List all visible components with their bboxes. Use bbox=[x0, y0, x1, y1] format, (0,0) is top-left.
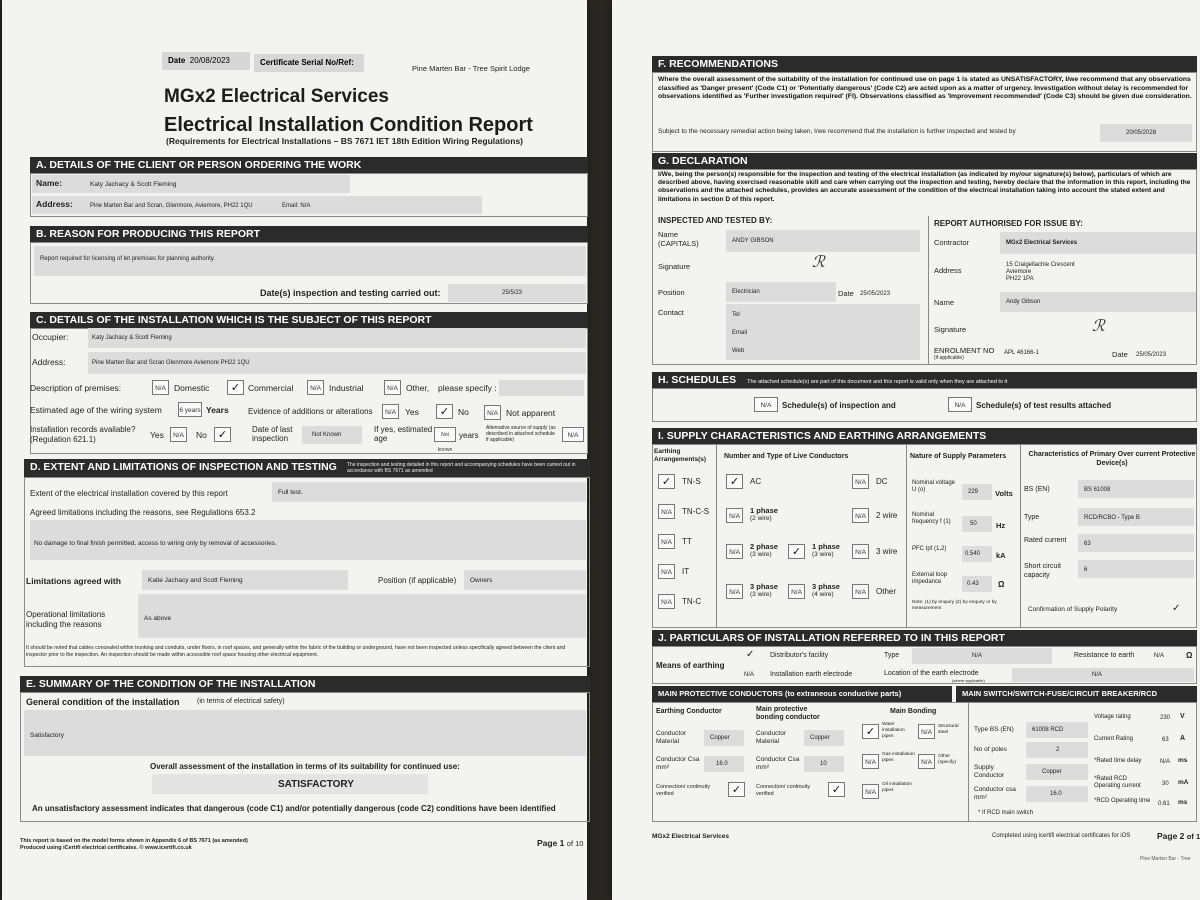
poles-value: 2 bbox=[1056, 747, 1060, 753]
section-a-header: A. DETAILS OF THE CLIENT OR PERSON ORDERING THE WORK bbox=[30, 157, 588, 173]
tns-label: TN-S bbox=[682, 477, 701, 486]
overall-assessment-value: SATISFACTORY bbox=[278, 779, 354, 790]
company-name: MGx2 Electrical Services bbox=[164, 86, 389, 107]
client-email: Email: N/A bbox=[282, 203, 311, 209]
page-number-1 bbox=[537, 838, 583, 848]
it-checkbox[interactable]: N/A bbox=[658, 564, 675, 579]
rcd-time-unit: ms bbox=[1178, 799, 1188, 806]
water-label: Water installation pipes bbox=[882, 722, 905, 739]
voltage-rating-value: 230 bbox=[1160, 715, 1171, 721]
industrial-label: Industrial bbox=[329, 383, 364, 393]
col-divider-1 bbox=[716, 444, 717, 628]
footer-produced-note: Produced using iCertifi electrical certificates. © www.icertifi.co.uk bbox=[20, 845, 192, 851]
estimated-age-value[interactable]: Not known bbox=[434, 427, 456, 442]
three-phase-sub: (3 wire) bbox=[750, 591, 772, 598]
gas-label: Gas installation pipes bbox=[882, 752, 915, 763]
general-condition-label: General condition of the installation bbox=[26, 697, 180, 707]
current-rating-unit: A bbox=[1180, 735, 1186, 742]
location-value: N/A bbox=[1092, 672, 1103, 678]
nominal-voltage-value: 229 bbox=[968, 489, 979, 495]
rated-current-field bbox=[1078, 534, 1194, 552]
premises-label: Description of premises: bbox=[30, 383, 122, 393]
distributor-label: Distributor's facility bbox=[770, 652, 829, 659]
footer-company: MGx2 Electrical Services bbox=[652, 833, 729, 840]
short-circuit-label: Short circuit capacity bbox=[1024, 563, 1061, 579]
page-number-2 bbox=[1157, 831, 1200, 841]
overall-assessment-label: Overall assessment of the installation in terms of its suitability for continued use: bbox=[150, 762, 460, 771]
two-wire-label: 2 wire bbox=[876, 511, 898, 520]
test-results-checkbox[interactable]: N/A bbox=[948, 397, 972, 412]
one-phase-3w-label: 1 phase bbox=[812, 542, 840, 551]
col-divider-3 bbox=[1020, 444, 1021, 628]
extent-label: Extent of the electrical installation covered by this report bbox=[30, 489, 228, 498]
other-bonding-label: Other (specify) bbox=[938, 754, 957, 765]
resistance-ohm: Ω bbox=[1186, 651, 1193, 660]
authorised-by-title: REPORT AUTHORISED FOR ISSUE BY: bbox=[934, 219, 1083, 228]
two-phase-label: 2 phase bbox=[750, 542, 778, 551]
alt-source-label: Alternative source of supply (as described in attached schedule if applicable) bbox=[486, 425, 556, 443]
electrode-type-label: Type bbox=[884, 652, 900, 659]
other-supply-checkbox[interactable]: N/A bbox=[852, 584, 869, 599]
records-yes-label: Yes bbox=[150, 430, 164, 440]
electrode-type-value: N/A bbox=[972, 653, 983, 659]
enrolment-value: APL 46166-1 bbox=[1004, 350, 1039, 356]
contractor-label: Contractor bbox=[934, 238, 970, 247]
short-circuit-value: 6 bbox=[1084, 567, 1088, 573]
oil-label: Oil installation pipes bbox=[882, 782, 912, 793]
recommendations-subject: Subject to the necessary remedial action being taken, I/we recommend that the installation is further inspected and tested by bbox=[658, 128, 1016, 135]
other-bonding-checkbox[interactable]: N/A bbox=[918, 754, 935, 769]
ka-unit: kA bbox=[996, 551, 1006, 560]
client-name-label: Name: bbox=[36, 178, 62, 188]
estimated-age-years: years bbox=[459, 431, 479, 440]
supply-conductor-value: Copper bbox=[1042, 769, 1062, 775]
rcd-time-label: *RCD Operating time bbox=[1094, 798, 1151, 804]
section-d-note: The inspection and testing detailed in this report and accompanying schedules have been carried out in accordance with BS 7671 as amended bbox=[347, 462, 576, 474]
pfc-label: PFC Ipf (1,2) bbox=[912, 546, 947, 552]
regulation-label: (Regulation 621.1) bbox=[30, 435, 96, 444]
general-condition-field bbox=[24, 710, 586, 756]
evidence-label: Evidence of additions or alterations bbox=[248, 407, 373, 416]
section-i-header: I. SUPPLY CHARACTERISTICS AND EARTHING ARRANGEMENTS bbox=[652, 428, 1197, 444]
installation-address-label: Address: bbox=[32, 357, 66, 367]
bond-connection-checkbox[interactable]: ✓ bbox=[828, 782, 845, 797]
corner-note: Pine Marten Bar - Tree bbox=[1140, 856, 1191, 862]
means-of-earthing-label: Means of earthing bbox=[656, 661, 725, 670]
water-checkbox[interactable]: ✓ bbox=[862, 724, 879, 739]
rated-current-label: Rated current bbox=[1024, 537, 1067, 544]
inspector-position-label: Position bbox=[658, 288, 685, 297]
commercial-label: Commercial bbox=[248, 383, 294, 393]
volts-unit: Volts bbox=[995, 489, 1013, 498]
bond-connection-label: Connection/ continuity verified bbox=[756, 784, 811, 797]
device-type-label: Type bbox=[1024, 514, 1040, 521]
page-label-1: Page 1 bbox=[537, 838, 565, 848]
reason-value: Report required for licensing of let premises for planning authority. bbox=[40, 256, 215, 262]
mpc-header: MAIN PROTECTIVE CONDUCTORS (to extraneous conductive parts) bbox=[652, 686, 952, 702]
test-results-label: Schedule(s) of test results attached bbox=[976, 401, 1112, 410]
bond-csa-value: 10 bbox=[820, 761, 827, 767]
electrode-na[interactable]: N/A bbox=[744, 672, 755, 678]
location-sub: (where applicable) bbox=[952, 678, 985, 683]
inspector-date-value: 25/05/2023 bbox=[860, 291, 891, 297]
contact-tel: Tel bbox=[732, 312, 740, 318]
report-page-2 bbox=[612, 0, 1200, 900]
date-label: Date bbox=[168, 56, 186, 65]
rcd-main-switch-note: * If RCD main switch bbox=[978, 810, 1034, 816]
auth-name-label: Name bbox=[934, 298, 955, 307]
tnc-checkbox[interactable]: N/A bbox=[658, 594, 675, 609]
earth-material-value: Copper bbox=[710, 735, 730, 741]
serial-value: Pine Marten Bar - Tree Spirit Lodge bbox=[412, 64, 530, 73]
section-e-header: E. SUMMARY OF THE CONDITION OF THE INSTALLATION bbox=[20, 676, 590, 692]
evidence-no-label: No bbox=[458, 407, 469, 417]
unsatisfactory-note: An unsatisfactory assessment indicates that dangerous (code C1) and/or potentially dangerous (code C2) conditions have been identified bbox=[32, 804, 556, 813]
bond-material-label: Conductor Material bbox=[756, 730, 786, 745]
resistance-value: N/A bbox=[1154, 653, 1165, 659]
last-inspection-value: Not Known bbox=[312, 432, 342, 438]
dates-label: Date(s) inspection and testing carried out: bbox=[260, 288, 441, 298]
declaration-text: I/We, being the person(s) responsible for the inspection and testing of the electrical installation (as indicated by my/our signature(s) below), particulars of which are described above, having exercised reasonable skill and care when carrying out the inspection and testing, hereby declare that the information in this report, including the observations and the attached schedules, provides an accurate assessment of the condition of the electrical installation taking into account the stated extent and limitations in section D of this report. bbox=[658, 171, 1191, 203]
contact-email: Email bbox=[732, 330, 748, 336]
operational-field bbox=[138, 594, 586, 638]
electrode-label: Installation earth electrode bbox=[770, 671, 853, 678]
structural-label: Structural steel bbox=[938, 724, 959, 735]
one-phase-label: 1 phase bbox=[750, 506, 778, 515]
three-phase-4w-label: 3 phase bbox=[812, 582, 840, 591]
supply-note: Note: (1) by enquiry (2) by enquiry or by measurement bbox=[912, 600, 997, 611]
three-phase-4w-sub: (4 wire) bbox=[812, 591, 834, 598]
tncs-checkbox[interactable]: N/A bbox=[658, 504, 675, 519]
ac-checkbox[interactable]: ✓ bbox=[726, 474, 743, 489]
it-label: IT bbox=[682, 567, 690, 576]
operational-label-2: including the reasons bbox=[26, 620, 102, 629]
bond-csa-label: Conductor Csa mm² bbox=[756, 756, 800, 771]
inspected-by-title: INSPECTED AND TESTED BY: bbox=[658, 216, 773, 225]
records-label: Installation records available? bbox=[30, 425, 136, 434]
agreed-limitations-label: Agreed limitations including the reasons, see Regulations 653.2 bbox=[30, 508, 256, 517]
agreed-with-value: Katie Jachacy and Scott Fleming bbox=[148, 577, 243, 584]
auth-signature-label: Signature bbox=[934, 325, 967, 334]
general-condition-value: Satisfactory bbox=[30, 732, 64, 739]
bond-material-value: Copper bbox=[810, 735, 830, 741]
agreed-limitations-value: No damage to final finish permitted, access to wiring only by removal of accessories. bbox=[34, 540, 277, 547]
other-checkbox[interactable]: N/A bbox=[384, 380, 401, 395]
industrial-checkbox[interactable]: N/A bbox=[307, 380, 324, 395]
records-yes-checkbox[interactable]: N/A bbox=[170, 427, 187, 442]
poles-label: No of poles bbox=[974, 746, 1007, 753]
type-bs-value: 61008 RCD bbox=[1032, 727, 1064, 733]
two-wire-sub: (2 wire) bbox=[750, 515, 772, 522]
conductors-header: Number and Type of Live Conductors bbox=[724, 453, 849, 460]
section-h-title: H. SCHEDULES bbox=[658, 374, 737, 386]
polarity-label: Confirmation of Supply Polarity bbox=[1028, 606, 1118, 613]
contractor-address-1: 15 Craigellachie Crescent bbox=[1006, 262, 1075, 268]
hz-unit: Hz bbox=[996, 521, 1006, 530]
client-name-row bbox=[32, 175, 350, 193]
occupier-label: Occupier: bbox=[32, 332, 69, 342]
auth-date-label: Date bbox=[1112, 350, 1128, 359]
section-h-note: The attached schedule(s) are part of this document and this report is valid only when they are attached to it bbox=[747, 379, 1008, 385]
cond-csa-label: Conductor csa mm² bbox=[974, 786, 1016, 801]
polarity-tick[interactable]: ✓ bbox=[1172, 603, 1181, 614]
voltage-rating-label: Voltage rating bbox=[1094, 714, 1131, 720]
protective-header: Characteristics of Primary Over current Protective Device(s) bbox=[1028, 451, 1196, 467]
nominal-voltage-label: Nominal voltage U (o) bbox=[912, 480, 956, 493]
occupier-value: Katy Jachacy & Scott Fleming bbox=[92, 335, 172, 341]
nature-header: Nature of Supply Parameters bbox=[910, 453, 1007, 460]
location-field bbox=[1012, 668, 1194, 682]
extent-value: Full test. bbox=[278, 489, 303, 496]
position-value: Owners bbox=[470, 577, 493, 584]
footer-completed: Completed using icertifi electrical certificates for iOS bbox=[992, 833, 1131, 839]
operational-label-1: Operational limitations bbox=[26, 610, 106, 619]
section-c-header: C. DETAILS OF THE INSTALLATION WHICH IS THE SUBJECT OF THIS REPORT bbox=[30, 312, 588, 328]
earth-connection-label: Connection/ continuity verified bbox=[656, 784, 711, 797]
section-g-header: G. DECLARATION bbox=[652, 153, 1197, 169]
inspection-schedule-label: Schedule(s) of inspection and bbox=[782, 401, 896, 410]
client-address-value: Pine Marten Bar and Scran, Glenmore, Aviemore, PH22 1QU bbox=[90, 203, 253, 209]
contractor-address-3: PH22 1PA bbox=[1006, 276, 1034, 282]
structural-checkbox[interactable]: N/A bbox=[918, 724, 935, 739]
contact-label: Contact bbox=[658, 308, 684, 317]
time-delay-value: N/A bbox=[1160, 759, 1171, 765]
auth-signature: ℛ bbox=[1092, 316, 1105, 335]
section-b-header: B. REASON FOR PRODUCING THIS REPORT bbox=[30, 226, 588, 242]
one-phase-3w-sub: (3 wire) bbox=[812, 551, 834, 558]
time-delay-label: *Rated time delay bbox=[1094, 758, 1142, 764]
footer-model-note: This report is based on the model forms shown in Appendix 6 of BS 7671 (as amended) bbox=[20, 838, 248, 844]
wiring-age-label: Estimated age of the wiring system bbox=[30, 405, 162, 415]
client-name-value: Katy Jachacy & Scott Fleming bbox=[90, 181, 177, 188]
contact-field bbox=[726, 304, 920, 360]
section-d-title: D. EXTENT AND LIMITATIONS OF INSPECTION AND TESTING bbox=[30, 461, 337, 473]
rcd-current-value: 30 bbox=[1162, 781, 1169, 787]
current-rating-label: Current Rating bbox=[1094, 736, 1134, 742]
enrolment-label: ENROLMENT NO bbox=[934, 346, 995, 355]
wiring-age-years: Years bbox=[206, 405, 229, 415]
records-no-checkbox[interactable]: ✓ bbox=[214, 427, 231, 442]
other-label: Other, bbox=[406, 383, 430, 393]
inspection-schedule-checkbox[interactable]: N/A bbox=[754, 397, 778, 412]
enrolment-sub: (if applicable) bbox=[934, 355, 964, 361]
three-phase-3w-checkbox[interactable]: N/A bbox=[726, 584, 743, 599]
general-condition-sub: (in terms of electrical safety) bbox=[197, 698, 285, 705]
date-cell bbox=[162, 52, 250, 70]
three-phase-4w-checkbox[interactable]: N/A bbox=[788, 584, 805, 599]
ext-loop-value: 0.43 bbox=[967, 581, 979, 587]
section-f-header: F. RECOMMENDATIONS bbox=[652, 56, 1197, 72]
report-title: Electrical Installation Condition Report bbox=[164, 114, 533, 136]
rated-current-value: 63 bbox=[1084, 541, 1091, 547]
short-circuit-field bbox=[1078, 560, 1194, 578]
main-switch-header: MAIN SWITCH/SWITCH-FUSE/CIRCUIT BREAKER/RCD bbox=[956, 686, 1197, 702]
domestic-label: Domestic bbox=[174, 383, 210, 393]
installation-address-value: Pine Marten Bar and Scran Glenmore Aviemore PH22 1QU bbox=[92, 360, 250, 366]
bs-en-label: BS (EN) bbox=[1024, 486, 1050, 493]
contractor-address-2: Aviemore bbox=[1006, 269, 1032, 275]
nominal-freq-label: Nominal frequency f (1) bbox=[912, 512, 951, 525]
section-j-header: J. PARTICULARS OF INSTALLATION REFERRED TO IN THIS REPORT bbox=[652, 630, 1197, 646]
earth-connection-checkbox[interactable]: ✓ bbox=[728, 782, 745, 797]
tncs-label: TN-C-S bbox=[682, 507, 710, 516]
earth-material-label: Conductor Material bbox=[656, 730, 686, 745]
three-phase-label: 3 phase bbox=[750, 582, 778, 591]
client-address-label: Address: bbox=[36, 199, 73, 209]
earth-csa-label: Conductor Csa mm² bbox=[656, 756, 700, 771]
declaration-divider bbox=[928, 216, 929, 364]
inspector-name-value: ANDY GIBSON bbox=[732, 238, 774, 244]
tt-checkbox[interactable]: N/A bbox=[658, 534, 675, 549]
nominal-freq-field bbox=[962, 516, 992, 532]
nominal-freq-value: 50 bbox=[970, 521, 977, 527]
distributor-tick[interactable]: ✓ bbox=[746, 649, 755, 660]
dc-label: DC bbox=[876, 477, 888, 486]
records-no-label: No bbox=[196, 430, 207, 440]
auth-date-value: 25/05/2023 bbox=[1136, 352, 1167, 358]
ohm-unit: Ω bbox=[998, 580, 1005, 589]
operational-value: As above bbox=[144, 615, 172, 622]
rcd-time-value: 0.61 bbox=[1158, 801, 1170, 807]
page-of-1: of 10 bbox=[566, 839, 584, 848]
inspector-position-value: Electrician bbox=[732, 289, 760, 295]
other-supply-label: Other bbox=[876, 587, 897, 596]
section-d-footnote: It should be noted that cables concealed within trunking and conduits, under floors, in roof spaces, and generally within the fabric of the building or underground, have not been inspected unless specifically agreed between the client and inspector prior to the inspection. An inspection should be made within accessible roof space housing other electrical equipment. bbox=[26, 645, 566, 658]
two-phase-checkbox[interactable]: N/A bbox=[726, 544, 743, 559]
evidence-yes-label: Yes bbox=[405, 407, 419, 417]
extent-field bbox=[272, 482, 586, 502]
dates-value: 25/5/23 bbox=[502, 290, 523, 296]
ext-loop-label: External loop impedance bbox=[912, 572, 948, 585]
inspector-date-label: Date bbox=[838, 289, 854, 298]
tnc-label: TN-C bbox=[682, 597, 702, 606]
device-type-value: RCD/RCBO - Type B bbox=[1084, 515, 1140, 521]
col-divider-2 bbox=[906, 444, 907, 628]
position-label: Position (if applicable) bbox=[378, 576, 457, 585]
agreed-with-label: Limitations agreed with bbox=[26, 576, 121, 586]
main-switch-divider bbox=[968, 702, 969, 822]
wiring-age-value[interactable]: 6 years bbox=[178, 402, 202, 417]
tt-label: TT bbox=[682, 537, 692, 546]
serial-label: Certificate Serial No/Ref: bbox=[254, 54, 364, 72]
page-label-2: Page 2 bbox=[1157, 831, 1185, 841]
inspector-name-label: Name (CAPITALS) bbox=[658, 230, 699, 248]
ac-label: AC bbox=[750, 477, 762, 486]
commercial-checkbox[interactable]: ✓ bbox=[227, 380, 244, 395]
earthing-header: Earthing Arrangements(s) bbox=[654, 448, 707, 463]
please-specify-field[interactable] bbox=[499, 380, 584, 396]
current-rating-value: 63 bbox=[1162, 737, 1169, 743]
section-h-box bbox=[652, 388, 1197, 422]
page-of-2: of 1 bbox=[1186, 832, 1200, 841]
not-apparent-label: Not apparent bbox=[506, 408, 556, 418]
section-h-header bbox=[652, 372, 1197, 388]
earthing-conductor-header: Earthing Conductor bbox=[656, 708, 722, 715]
inspector-signature-label: Signature bbox=[658, 262, 691, 271]
report-subtitle: (Requirements for Electrical Installations – BS 7671 IET 18th Edition Wiring Regulations) bbox=[166, 136, 523, 146]
rcd-current-label: *Rated RCD Operating current bbox=[1094, 776, 1141, 789]
retest-date-value: 20/05/2028 bbox=[1126, 130, 1157, 136]
contractor-value: MGx2 Electrical Services bbox=[1006, 240, 1078, 246]
report-page-1 bbox=[2, 0, 587, 900]
pfc-value: 0.540 bbox=[965, 551, 981, 557]
please-specify-label: please specify : bbox=[438, 383, 497, 393]
main-bonding-header: Main Bonding bbox=[890, 708, 937, 715]
bonding-conductor-header: Main protective bonding conductor bbox=[756, 706, 820, 721]
resistance-label: Resistance to earth bbox=[1074, 652, 1135, 659]
time-delay-unit: ms bbox=[1178, 757, 1188, 764]
alt-source-checkbox[interactable]: N/A bbox=[562, 427, 584, 442]
rcd-current-unit: mA bbox=[1178, 779, 1189, 786]
location-label: Location of the earth electrode bbox=[884, 670, 979, 677]
earth-csa-value: 16.0 bbox=[716, 761, 728, 767]
last-inspection-label: Date of last inspection bbox=[252, 425, 293, 443]
evidence-yes-checkbox[interactable]: N/A bbox=[382, 404, 399, 419]
date-value: 20/08/2023 bbox=[189, 56, 230, 65]
one-phase-3w-checkbox[interactable]: ✓ bbox=[788, 544, 805, 559]
evidence-no-checkbox[interactable]: ✓ bbox=[436, 404, 453, 419]
two-phase-sub: (3 wire) bbox=[750, 551, 772, 558]
tns-checkbox[interactable]: ✓ bbox=[658, 474, 675, 489]
not-apparent-checkbox[interactable]: N/A bbox=[484, 405, 501, 420]
type-bs-label: Type BS (EN) bbox=[974, 726, 1014, 733]
two-wire-checkbox[interactable]: N/A bbox=[852, 508, 869, 523]
inspector-signature: ℛ bbox=[812, 252, 825, 271]
three-wire-label: 3 wire bbox=[876, 547, 898, 556]
three-wire-checkbox[interactable]: N/A bbox=[852, 544, 869, 559]
cond-csa-value: 16.0 bbox=[1050, 791, 1062, 797]
bs-en-value: BS 61008 bbox=[1084, 487, 1111, 493]
contact-web: Web bbox=[732, 348, 745, 354]
auth-name-value: Andy Gibson bbox=[1006, 299, 1041, 305]
supply-conductor-label: Supply Conductor bbox=[974, 764, 1004, 779]
recommendations-text: Where the overall assessment of the suitability of the installation for continued use on page 1 is stated as UNSATISFACTORY, I/we recommend that any observations classified as 'Danger present' (Code C1) or 'Potentially dangerous' (Code C2) are acted upon as a matter of urgency. Investigation without delay is recommended for observations identified as 'Further investigation required' (FI). Observations classified as 'Improvement recommended' (Code C3) should be given due consideration. bbox=[658, 76, 1192, 100]
oil-checkbox[interactable]: N/A bbox=[862, 784, 879, 799]
voltage-rating-unit: V bbox=[1180, 713, 1185, 720]
gas-checkbox[interactable]: N/A bbox=[862, 754, 879, 769]
if-yes-label: If yes, estimated age bbox=[374, 425, 433, 443]
contractor-address-label: Address bbox=[934, 266, 962, 275]
domestic-checkbox[interactable]: N/A bbox=[152, 380, 169, 395]
dc-checkbox[interactable]: N/A bbox=[852, 474, 869, 489]
one-phase-2w-checkbox[interactable]: N/A bbox=[726, 508, 743, 523]
